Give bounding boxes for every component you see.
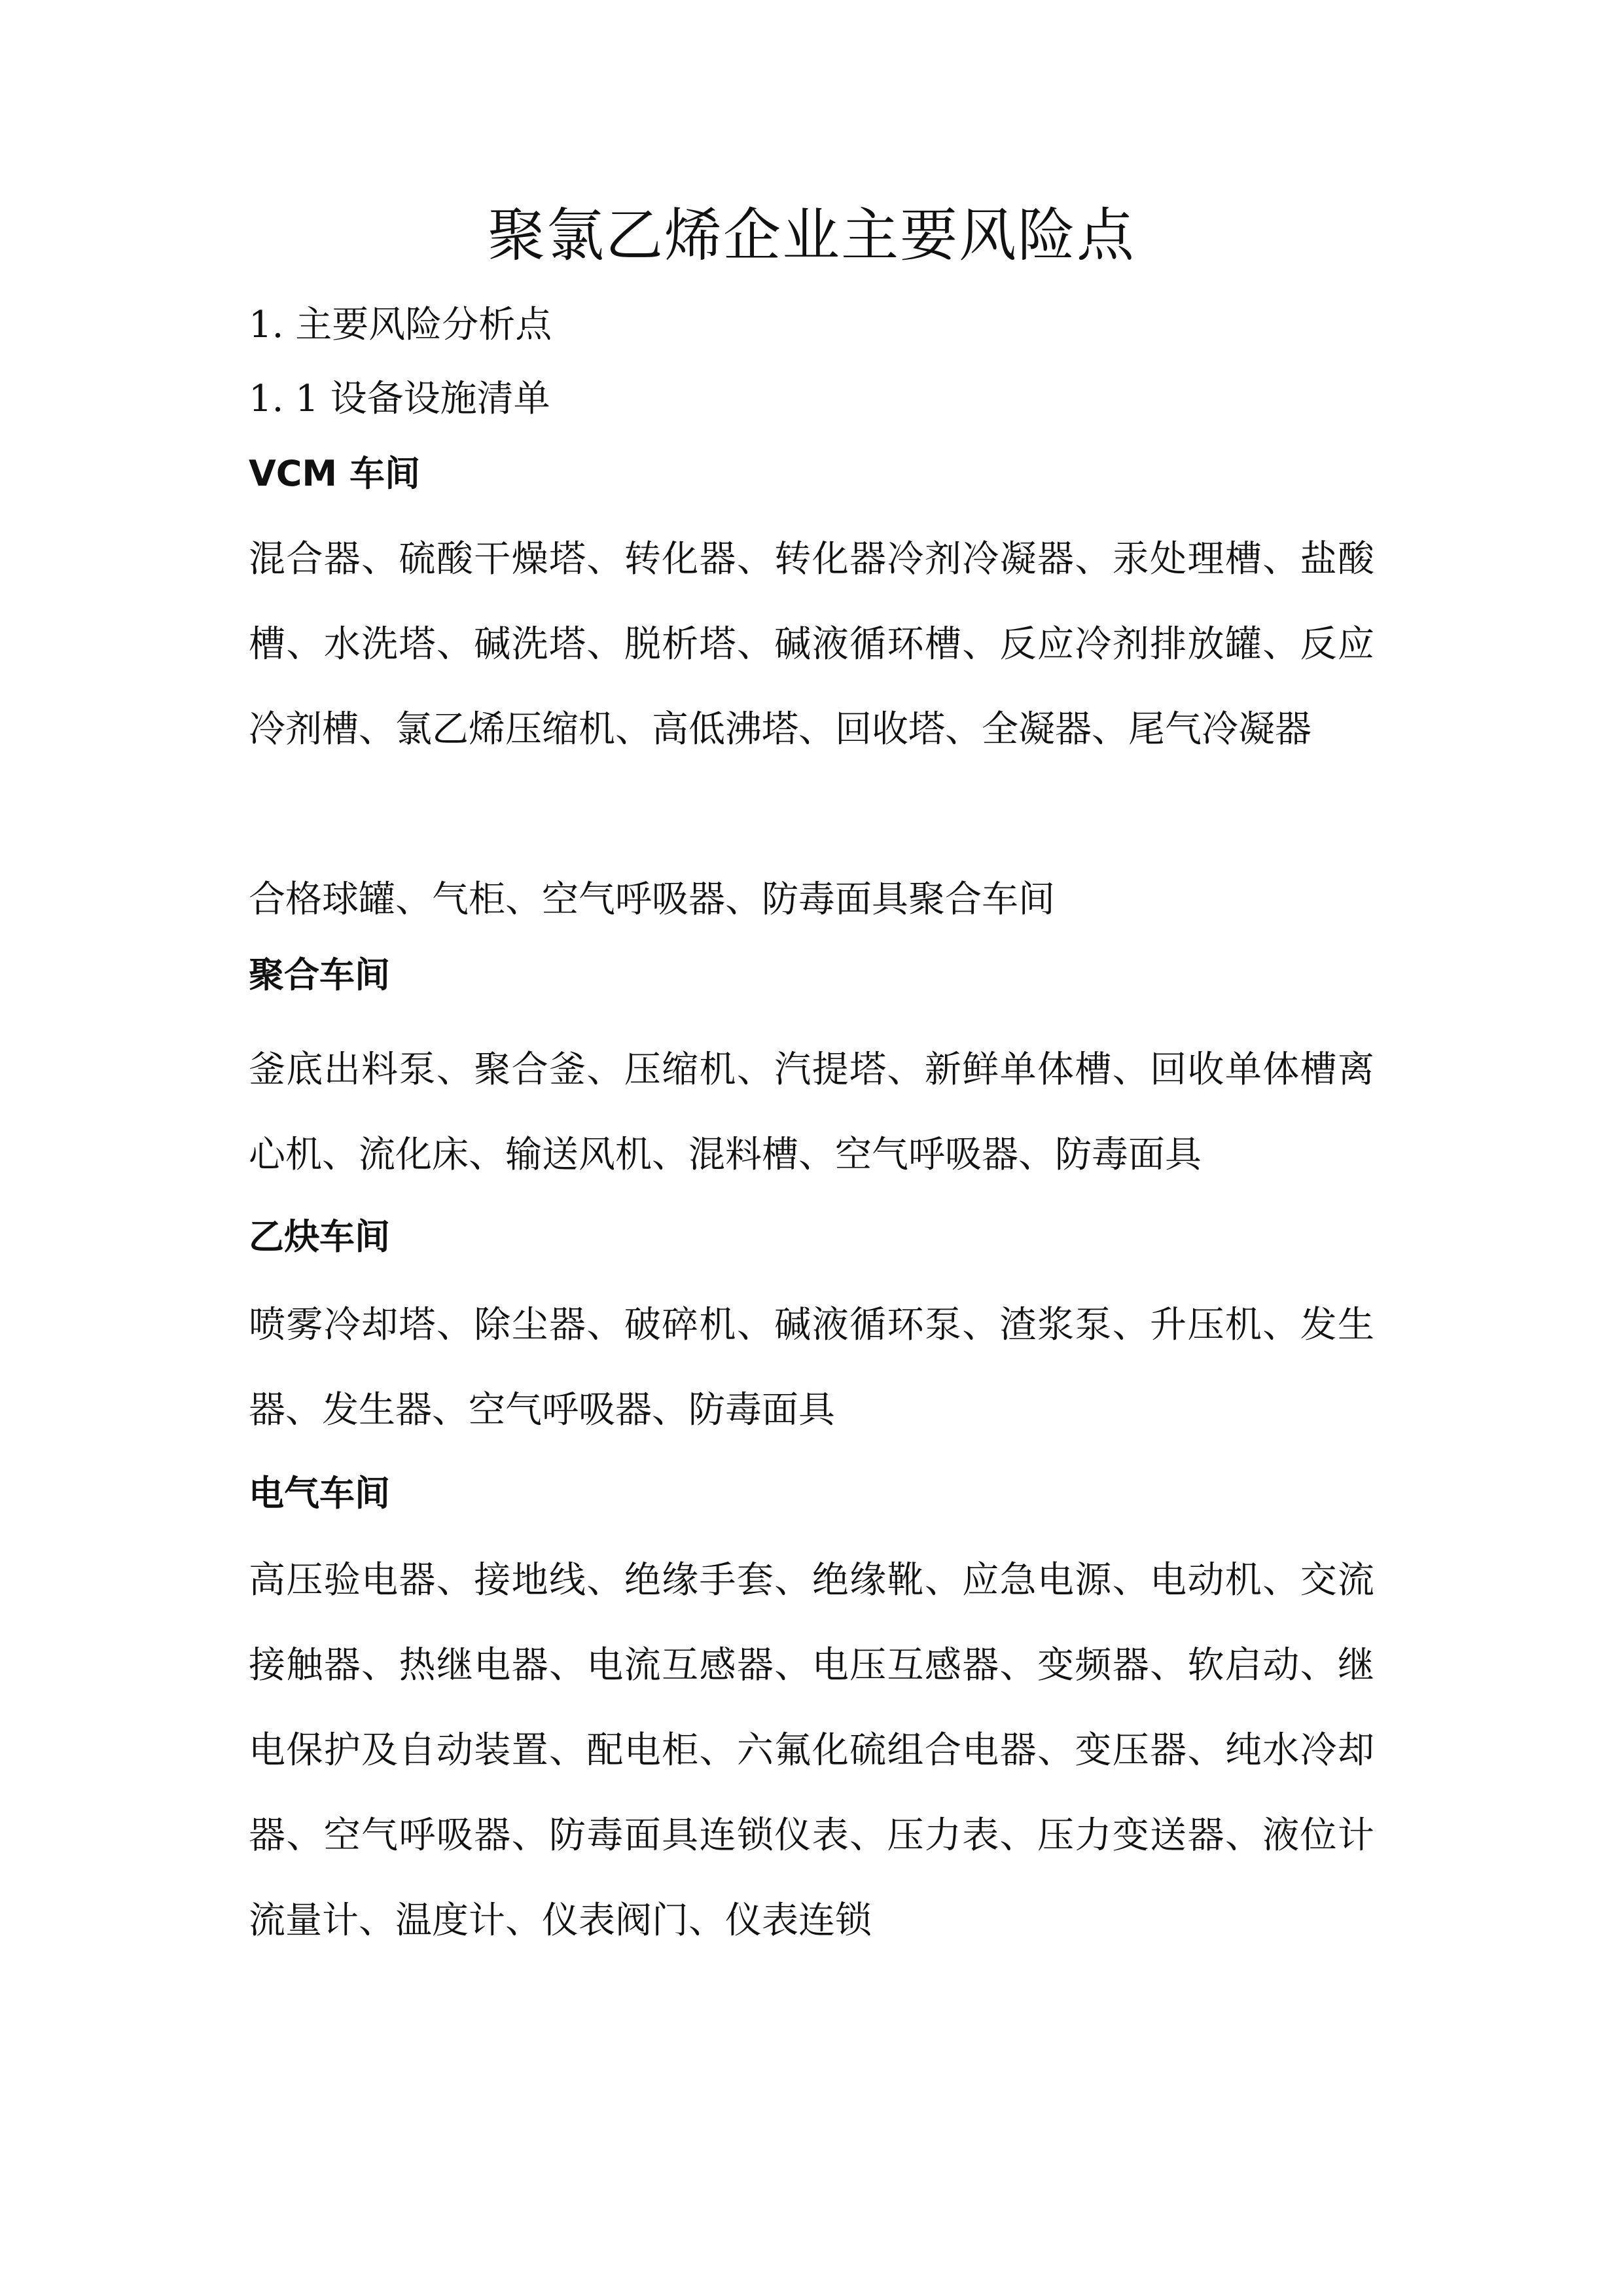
group-heading-electrical: 电气车间 [249, 1473, 390, 1514]
page-title: 聚氯乙烯企业主要风险点 [487, 202, 1135, 269]
group-paragraph-acetylene-1: 喷雾冷却塔、除尘器、破碎机、碱液循环泵、渣浆泵、升压机、发生器、发生器、空气呼吸器、防毒面具 [249, 1304, 1374, 1431]
group-paragraph-vcm-1: 混合器、硫酸干燥塔、转化器、转化器冷剂冷凝器、汞处理槽、盐酸槽、水洗塔、碱洗塔、脱析塔、碱液循环槽、反应冷剂排放罐、反应冷剂槽、氯乙烯压缩机、高低沸塔、回收塔、全凝器、尾气冷凝器 [249, 538, 1374, 751]
group-paragraph-electrical-1: 高压验电器、接地线、绝缘手套、绝缘靴、应急电源、电动机、交流接触器、热继电器、电流互感器、电压互感器、变频器、软启动、继电保护及自动装置、配电柜、六氟化硫组合电器、变压器、纯水冷却器、空气呼吸器、防毒面具连锁仪表、压力表、压力变送器、液位计流量计、温度计、仪表阀门、仪表连锁 [249, 1559, 1374, 1942]
group-heading-acetylene: 乙炔车间 [249, 1216, 390, 1257]
section-heading-1: 1. 主要风险分析点 [249, 304, 552, 346]
group-paragraph-polymerization-1: 釜底出料泵、聚合釜、压缩机、汽提塔、新鲜单体槽、回收单体槽离心机、流化床、输送风机、混料槽、空气呼吸器、防毒面具 [249, 1049, 1374, 1176]
group-heading-polymerization: 聚合车间 [249, 954, 390, 996]
group-paragraph-vcm-2: 合格球罐、气柜、空气呼吸器、防毒面具聚合车间 [249, 878, 1055, 921]
group-heading-vcm: VCM 车间 [249, 453, 420, 494]
subsection-heading-1-1: 1. 1 设备设施清单 [249, 378, 550, 420]
